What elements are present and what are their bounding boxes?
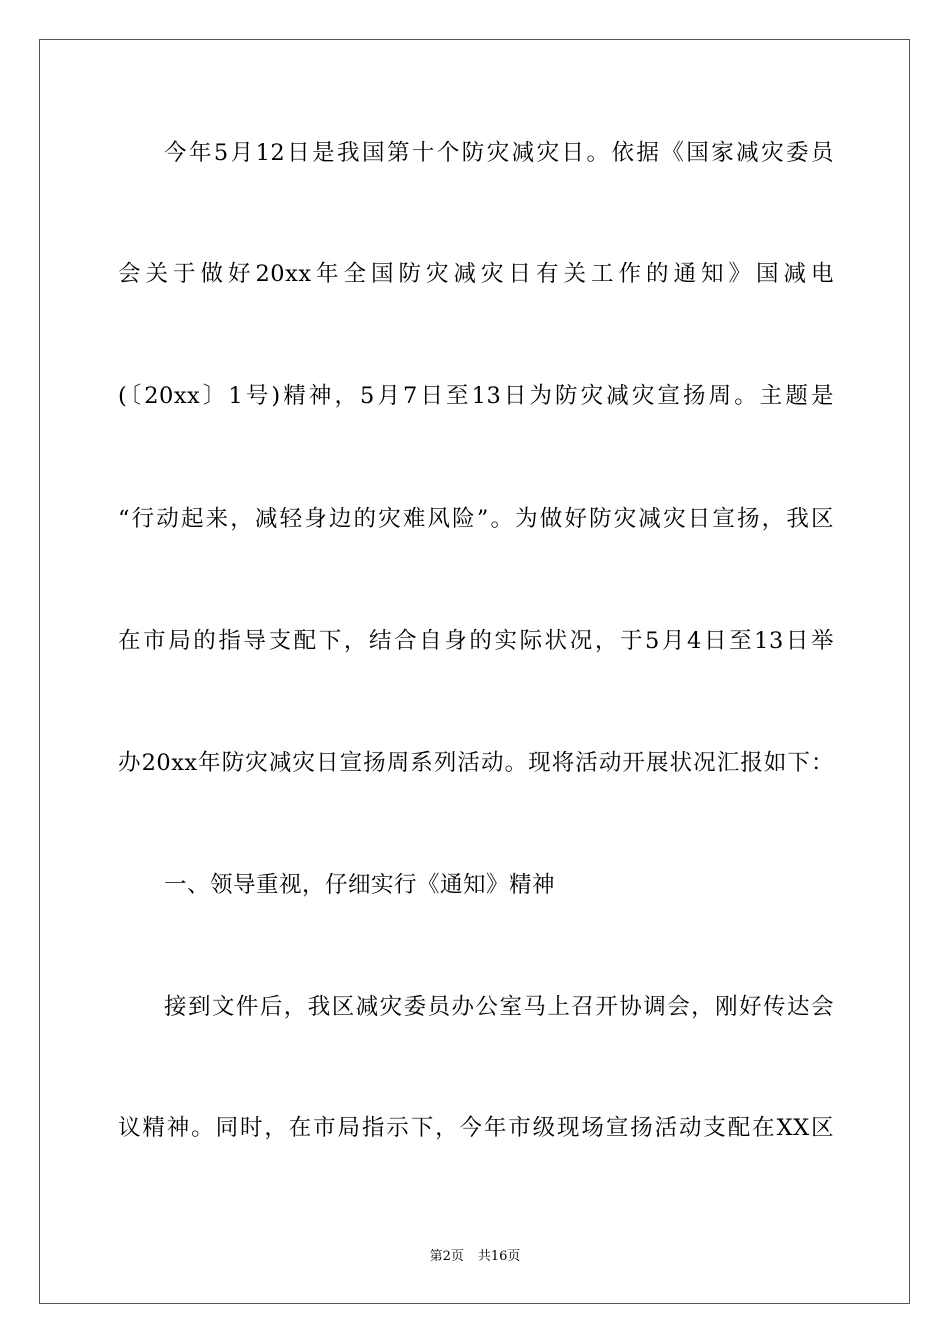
paragraph-line: “行动起来，减轻身边的灾难风险”。为做好防灾减灾日宣扬，我区 [118,506,834,532]
page-number-current: 第2页 [429,1249,464,1264]
page-number-total: 共16页 [477,1249,521,1264]
paragraph-line: 议精神。同时，在市局指示下，今年市级现场宣扬活动支配在XX区 [118,1115,834,1141]
paragraph-line: (〔20xx〕1号)精神，5月7日至13日为防灾减灾宣扬周。主题是 [118,383,834,409]
paragraph-line: 办20xx年防灾减灾日宣扬周系列活动。现将活动开展状况汇报如下： [118,750,834,776]
paragraph-line: 接到文件后，我区减灾委员办公室马上召开协调会，刚好传达会 [164,994,834,1020]
page-footer [0,1248,950,1266]
section-heading: 一、领导重视，仔细实行《通知》精神 [164,872,556,898]
paragraph-line: 会关于做好20xx年全国防灾减灾日有关工作的通知》国减电 [118,261,834,287]
paragraph-line: 今年5月12日是我国第十个防灾减灾日。依据《国家减灾委员 [164,140,834,166]
paragraph-line: 在市局的指导支配下，结合自身的实际状况，于5月4日至13日举 [118,628,834,654]
